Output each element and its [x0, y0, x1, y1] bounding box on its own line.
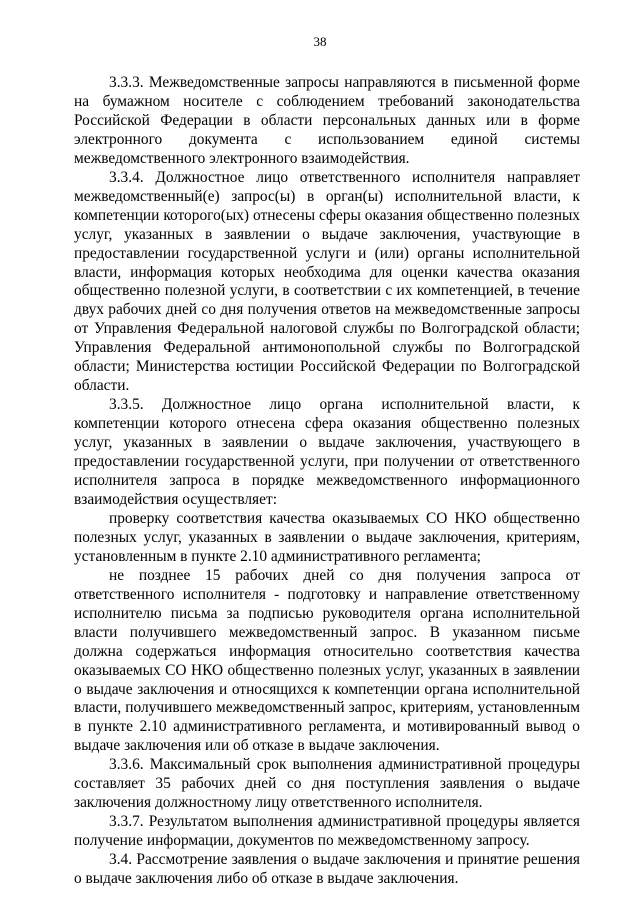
- paragraph-response-letter: не позднее 15 рабочих дней со дня получения запроса от ответственного исполнителя - подготовку и направление ответственному исполнителю письма за подписью руководителя органа исполнительной власти получившего межведомственный запрос. В указанном письме должна содержаться информация относительно соответствия качества оказываемых СО НКО общественно полезных услуг, указанных в заявлении о выдаче заключения и относящихся к компетенции органа исполнительной власти, получившего межведомственный запрос, критериям, установленным в пункте 2.10 административного регламента, и мотивированный вывод о выдаче заключения или об отказе в выдаче заключения.: [74, 566, 580, 755]
- paragraph-3-3-5: 3.3.5. Должностное лицо органа исполнительной власти, к компетенции которого отнесена сфера оказания общественно полезных услуг, указанных в заявлении о выдаче заключения, участвующего в предоставлении государственной услуги, при получении от ответственного исполнителя запроса в порядке межведомственного информационного взаимодействия осуществляет:: [74, 396, 580, 508]
- page-number: 38: [313, 34, 327, 49]
- paragraph-3-3-6: 3.3.6. Максимальный срок выполнения административной процедуры составляет 35 рабочих дней со дня поступления заявления о выдаче заключения должностному лицу ответственного исполнителя.: [74, 756, 580, 812]
- paragraph-3-3-7: 3.3.7. Результатом выполнения административной процедуры является получение информации, документов по межведомственному запросу.: [74, 813, 580, 850]
- paragraph-3-3-3: 3.3.3. Межведомственные запросы направляются в письменной форме на бумажном носителе с соблюдением требований законодательства Российской Федерации в области персональных данных или в форме электронного документа с использованием единой системы межведомственного электронного взаимодействия.: [74, 74, 580, 167]
- paragraph-3-3-4: 3.3.4. Должностное лицо ответственного исполнителя направляет межведомственный(е) запрос(ы) в орган(ы) исполнительной власти, к компетенции которого(ых) отнесены сферы оказания общественно полезных услуг, указанных в заявлении о выдаче заключения, участвующие в предоставлении государственной услуги и (или) органы исполнительной власти, информация которых необходима для оценки качества оказания общественно полезной услуги, в соответствии с их компетенцией, в течение двух рабочих дней со дня получения ответов на межведомственные запросы от Управления Федеральной налоговой службы по Волгоградской области; Управления Федеральной антимонопольной службы по Волгоградской области; Министерства юстиции Российской Федерации по Волгоградской области.: [74, 168, 580, 395]
- paragraph-quality-check: проверку соответствия качества оказываемых СО НКО общественно полезных услуг, указанных в заявлении о выдаче заключения, критериям, установленным в пункте 2.10 административного регламента;: [74, 509, 580, 565]
- paragraph-3-4: 3.4. Рассмотрение заявления о выдаче заключения и принятие решения о выдаче заключения либо об отказе в выдаче заключения.: [74, 851, 580, 888]
- document-body: [74, 74, 580, 889]
